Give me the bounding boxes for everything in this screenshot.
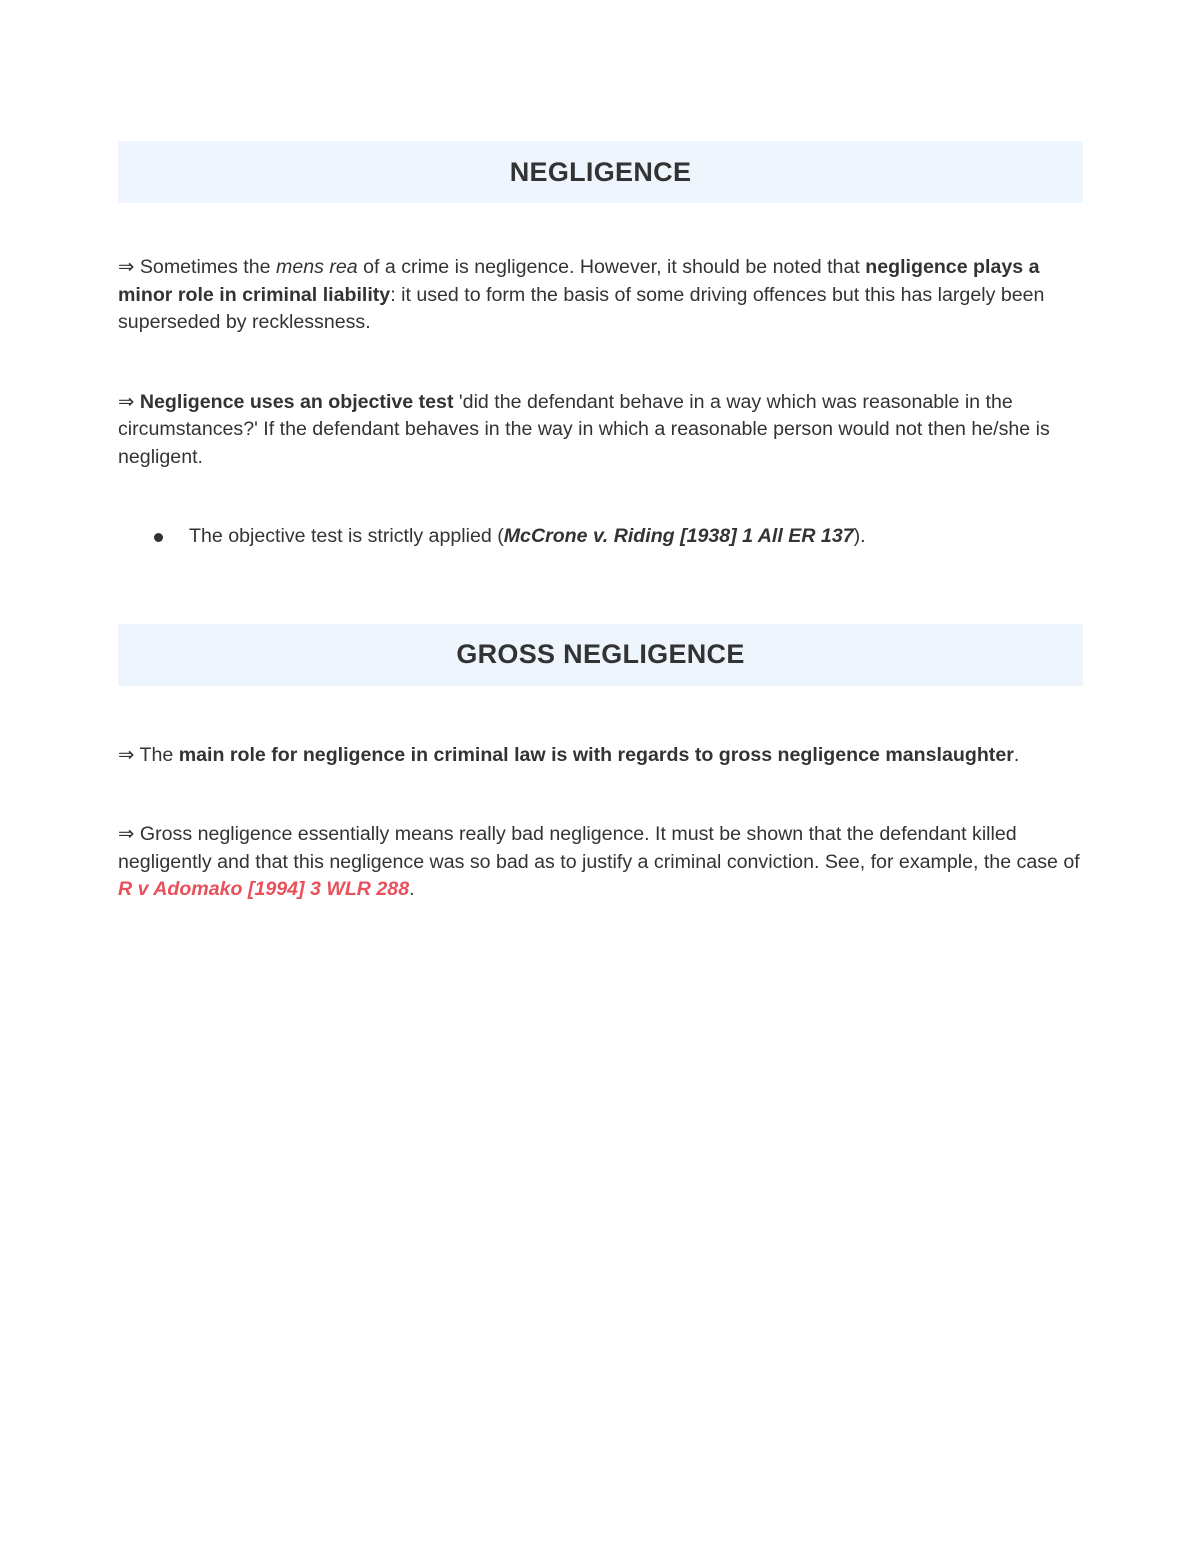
bullet-item-objective-test [118, 523, 1083, 551]
paragraph-mens-rea: ⇒ Sometimes the mens rea of a crime is negligence. However, it should be noted that negligence plays a minor role in criminal liability: it used to form the basis of some driving offences but this has largely been superseded by recklessness. [118, 256, 1045, 333]
case-citation-mccrone: McCrone v. Riding [1938] 1 All ER 137 [503, 525, 854, 547]
bullet-icon [154, 533, 163, 542]
paragraph-objective-test: ⇒ Negligence uses an objective test 'did the defendant behave in a way which was reasonable in the circumstances?' If the defendant behaves in the way in which a reasonable person would not then he/she is negligent. [118, 390, 1050, 468]
heading-gross-negligence-box [118, 624, 1083, 686]
case-link-adomako[interactable]: R v Adomako [1994] 3 WLR 288 [118, 878, 410, 900]
arrow-icon: ⇒ [118, 823, 135, 845]
heading-negligence-box [118, 141, 1083, 203]
paragraph-gross-negligence: ⇒ Gross negligence essentially means really bad negligence. It must be shown that the defendant killed negligently and that this negligence was so bad as to justify a criminal conviction. See, for example, the case of R v Adomako [1994] 3 WLR 288. [118, 823, 1080, 900]
heading-gross-negligence: GROSS NEGLIGENCE [456, 639, 745, 669]
arrow-icon: ⇒ [118, 743, 135, 766]
arrow-icon: ⇒ [118, 390, 135, 413]
bullet-text: The objective test is strictly applied (McCrone v. Riding [1938] 1 All ER 137). [189, 525, 866, 547]
arrow-icon: ⇒ [118, 256, 135, 278]
document-page [118, 141, 1083, 904]
paragraph-main-role: ⇒ The main role for negligence in criminal law is with regards to gross negligence manslaughter. [118, 743, 1020, 766]
heading-negligence: NEGLIGENCE [509, 156, 692, 187]
